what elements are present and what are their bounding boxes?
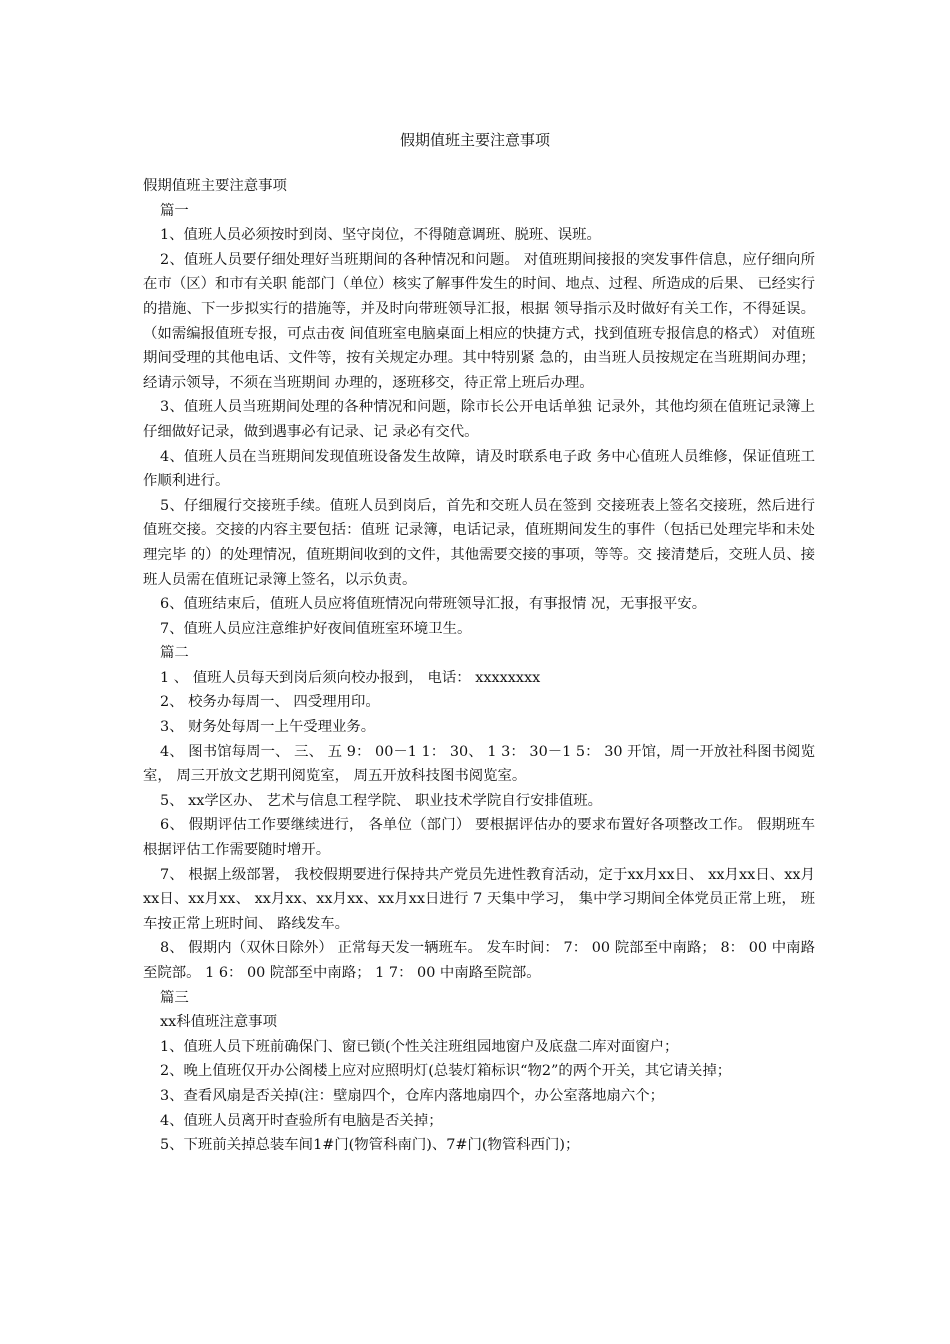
paragraph: 篇二 xyxy=(160,645,189,662)
paragraph: 7、值班人员应注意维护好夜间值班室环境卫生。 xyxy=(160,620,472,637)
paragraph: 2、晚上值班仅开办公阁楼上应对应照明灯(总装灯箱标识“物2”的两个开关，其它请关掉； xyxy=(160,1063,732,1080)
paragraph: 3、值班人员当班期间处理的各种情况和问题，除市长公开电话单独 记录外，其他均须在值班记录簿上仔细做好记录，做到遇事必有记录、记 录必有交代。 xyxy=(143,399,815,440)
paragraph: 假期值班主要注意事项 xyxy=(143,178,287,194)
paragraph: 篇一 xyxy=(160,202,189,219)
paragraph: 4、 图书馆每周一、 三、 五 9： 00－1 1： 30、 1 3： 30－1 5： 30 开馆，周一开放社科图书阅览室， 周三开放文艺期刊阅览室， 周五开放科技图书阅览室。 xyxy=(143,743,815,785)
paragraph: 5、仔细履行交接班手续。值班人员到岗后，首先和交班人员在签到 交接班表上签名交接班，然后进行值班交接。交接的内容主要包括：值班 记录簿，电话记录，值班期间发生的事件（包括已处理完毕和未处理完毕 的）的处理情况，值班期间收到的文件，其他需要交接的事项，等等。交 接清楚后，交班人员、接班人员需在值班记录簿上签名，以示负责。 xyxy=(143,497,815,588)
paragraph: 3、查看风扇是否关掉(注：壁扇四个，仓库内落地扇四个，办公室落地扇六个； xyxy=(160,1087,665,1104)
paragraph: 1、值班人员下班前确保门、窗已锁(个性关注班组园地窗户及底盘二库对面窗户； xyxy=(160,1038,679,1055)
paragraph: 2、值班人员要仔细处理好当班期间的各种情况和问题。 对值班期间接报的突发事件信息，应仔细向所在市（区）和市有关职 能部门（单位）核实了解事件发生的时间、地点、过程、所造成的后果、 已经实行的措施、下一步拟实行的措施等，并及时向带班领导汇报，根据 领导指示及时做好有关工作，不得延误。（如需编报值班专报，可点击夜 间值班室电脑桌面上相应的快捷方式，找到值班专报信息的格式） 对值班期间受理的其他电话、文件等，按有关规定办理。其中特别紧 急的，由当班人员按规定在当班期间办理；经请示领导，不须在当班期间 办理的，逐班移交，待正常上班后办理。 xyxy=(143,251,815,391)
paragraph: 5、 xx学区办、 艺术与信息工程学院、 职业技术学院自行安排值班。 xyxy=(160,792,603,809)
document-body xyxy=(143,174,815,1158)
paragraph: 3、 财务处每周一上午受理业务。 xyxy=(160,719,376,736)
paragraph: 6、 假期评估工作要继续进行， 各单位（部门） 要根据评估办的要求布置好各项整改工作。 假期班车根据评估工作需要随时增开。 xyxy=(143,817,815,859)
paragraph: 5、下班前关掉总装车间1#门(物管科南门)、7#门(物管科西门)； xyxy=(160,1137,580,1154)
paragraph: 1 、 值班人员每天到岗后须向校办报到， 电话： xxxxxxxx xyxy=(160,669,541,686)
paragraph: 4、值班人员在当班期间发现值班设备发生故障，请及时联系电子政 务中心值班人员维修，保证值班工作顺利进行。 xyxy=(143,448,815,490)
paragraph: 7、 根据上级部署， 我校假期要进行保持共产党员先进性教育活动，定于xx月xx日、 xx月xx日、xx月xx日、xx月xx、 xx月xx、xx月xx、xx月xx日进行 7 天集中学习， 集中学习期间全体党员正常上班， 班车按正常上班时间、 路线发车。 xyxy=(143,866,815,932)
paragraph: 2、 校务办每周一、 四受理用印。 xyxy=(160,694,380,711)
paragraph: xx科值班注意事项 xyxy=(160,1014,277,1031)
document-title: 假期值班主要注意事项 xyxy=(399,131,550,149)
paragraph: 8、 假期内（双休日除外） 正常每天发一辆班车。 发车时间： 7： 00 院部至中南路； 8： 00 中南路至院部。 1 6： 00 院部至中南路； 1 7： 00 中南路至院部。 xyxy=(143,940,815,981)
paragraph: 4、值班人员离开时查验所有电脑是否关掉； xyxy=(160,1112,443,1129)
paragraph: 6、值班结束后，值班人员应将值班情况向带班领导汇报，有事报情 况，无事报平安。 xyxy=(160,596,707,613)
paragraph: 1、值班人员必须按时到岗、坚守岗位，不得随意调班、脱班、误班。 xyxy=(160,227,601,244)
paragraph: 篇三 xyxy=(160,989,189,1006)
